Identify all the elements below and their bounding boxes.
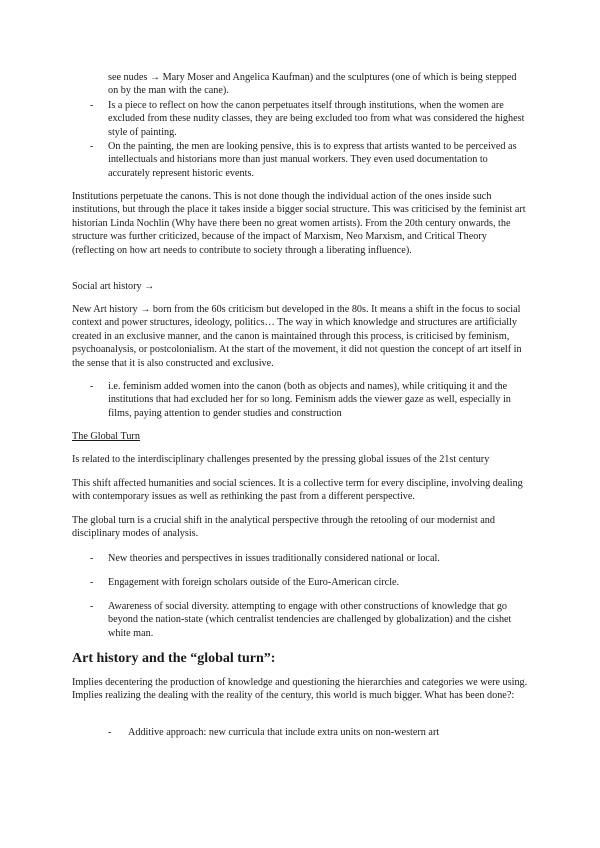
bullet-dash: - bbox=[90, 577, 94, 588]
list-item-text: Is a piece to reflect on how the canon perpetuates itself through institutions, when the women are excluded from these nudity classes, they are being excluded too from what was considered the highest style of painting. bbox=[108, 100, 525, 138]
list-item-text: On the painting, the men are looking pensive, this is to express that artists wanted to be perceived as intellectuals and historians more than just manual workers. They even used documentation to accurately represent historic events. bbox=[108, 141, 517, 179]
bullet-dash: - bbox=[90, 381, 94, 392]
paragraph-new-art-history: New Art history → born from the 60s criticism but developed in the 80s. It means a shift in the focus to social context and power structures, ideology, politics… The way in which knowledge and structures are artificially created in an exclusive manner, and the canon is maintained through this process, is criticised by feminism, psychoanalysis, or postcolonialism. At the start of the movement, it did not question the concept of art itself in the sense that it is also constructed and exclusive. bbox=[72, 304, 522, 369]
bullet-dash: - bbox=[90, 141, 94, 152]
list-item-text: Engagement with foreign scholars outside of the Euro-American circle. bbox=[108, 577, 400, 588]
continued-paragraph: see nudes → Mary Moser and Angelica Kaufman) and the sculptures (one of which is being stepped on by the man with the cane). bbox=[108, 72, 517, 97]
bullet-dash: - bbox=[108, 727, 112, 738]
list-item-text: i.e. feminism added women into the canon (both as objects and names), while critiquing it and the institutions that had excluded her for so long. Feminism adds the viewer gaze as well, especially in films, paying attention to gender studies and construction bbox=[108, 381, 511, 419]
list-item-text: Awareness of social diversity. attempting to engage with other constructions of knowledge that go beyond the nation-state (which centralist tendencies are challenged by globalization) and the cishet white man. bbox=[108, 601, 512, 639]
bullet-dash: - bbox=[90, 100, 94, 111]
global-turn-heading: The Global Turn bbox=[72, 431, 140, 442]
list-item-text: Additive approach: new curricula that include extra units on non-western art bbox=[128, 727, 440, 738]
bullet-dash: - bbox=[90, 553, 94, 564]
bullet-dash: - bbox=[90, 601, 94, 612]
social-art-history-heading: Social art history → bbox=[72, 281, 155, 292]
section-heading: Art history and the “global turn”: bbox=[72, 651, 276, 666]
paragraph-shift: This shift affected humanities and social sciences. It is a collective term for every discipline, involving dealing with contemporary issues as well as rethinking the past from a different perspective. bbox=[72, 478, 523, 503]
paragraph-related: Is related to the interdisciplinary challenges presented by the pressing global issues of the 21st century bbox=[72, 454, 490, 465]
paragraph-institutions: Institutions perpetuate the canons. This is not done though the individual action of the ones inside such institutions, but through the place it takes inside a bigger social structure. This was criticised by the feminist art historian Linda Nochlin (Why have there been no great women artists). From the 20th century onwards, the structure was further criticized, because of the impact of Marxism, Neo Marxism, and Critical Theory (reflecting on how art needs to contribute to society through a liberating influence). bbox=[72, 191, 526, 256]
list-item-text: New theories and perspectives in issues traditionally considered national or local. bbox=[108, 553, 440, 564]
paragraph-implies: Implies decentering the production of knowledge and questioning the hierarchies and categories we were using. Implies realizing the dealing with the reality of the century, this world is much bigger. What has been done?: bbox=[72, 677, 528, 702]
paragraph-crucial: The global turn is a crucial shift in the analytical perspective through the retooling of our modernist and disciplinary modes of analysis. bbox=[72, 515, 495, 540]
